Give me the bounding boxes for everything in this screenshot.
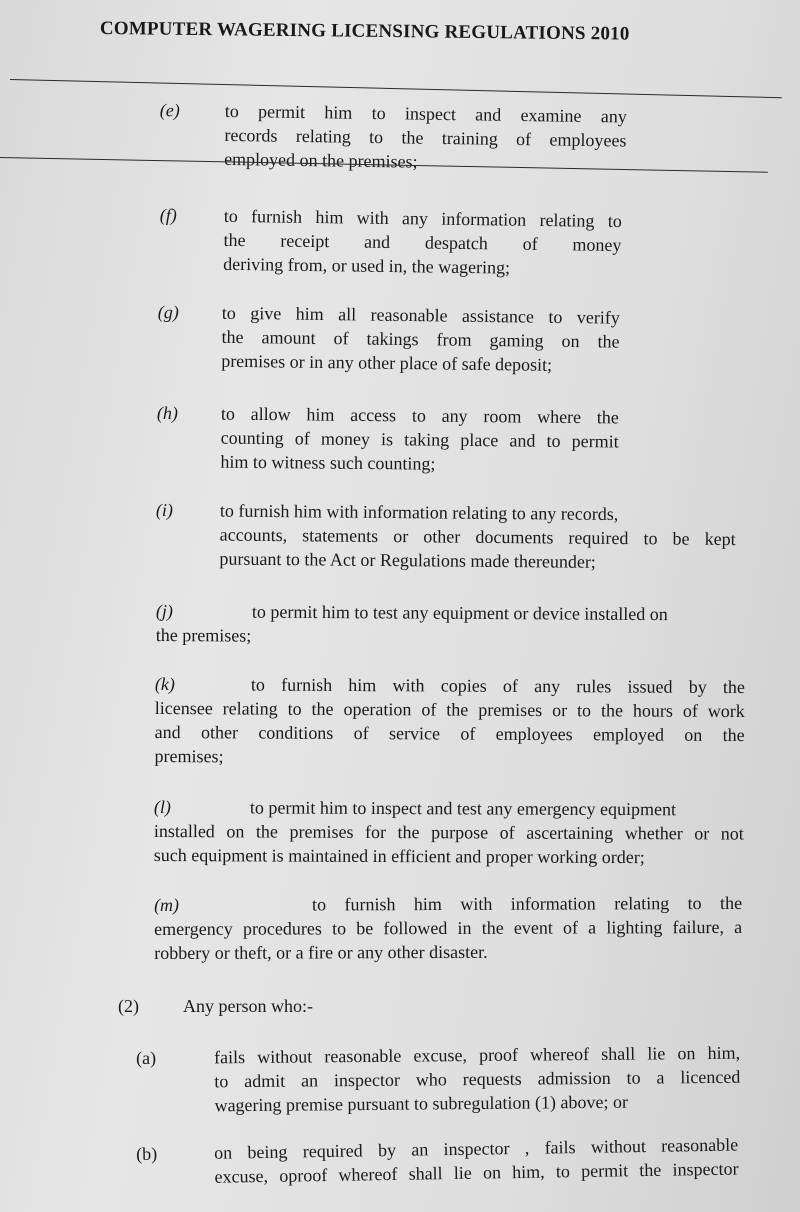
clause-line: licensee relating to the operation of the premises or to the hours of work xyxy=(154,697,745,722)
sub-item-b xyxy=(136,1132,756,1187)
clause-l xyxy=(153,795,754,868)
clause-line: him to witness such counting; xyxy=(220,451,436,474)
clause-line: to furnish him with any information relating to xyxy=(223,205,622,232)
clause-marker: (l) xyxy=(153,797,171,818)
clause-line: and other conditions of service of employees employed on the xyxy=(154,721,745,746)
clause-line: to furnish him with copies of any rules issued by the xyxy=(250,674,745,698)
clause-line: premises; xyxy=(154,745,224,767)
clause-marker: (j) xyxy=(155,600,173,622)
clause-line: premises or in any other place of safe deposit; xyxy=(221,350,553,375)
clause-m xyxy=(154,891,754,963)
clause-line: emergency procedures to be followed in the event of a lighting failure, a xyxy=(154,916,743,939)
clause-line: employed on the premises; xyxy=(224,148,418,172)
clause-marker: (i) xyxy=(155,499,173,521)
clause-line: to give him all reasonable assistance to verify xyxy=(221,302,620,328)
clause-marker: (m) xyxy=(154,894,180,915)
sub-item-line: wagering premise pursuant to subregulation (1) above; or xyxy=(214,1091,628,1116)
clause-line: pursuant to the Act or Regulations made thereunder; xyxy=(219,548,596,572)
clause-e xyxy=(159,98,640,172)
clause-marker: (f) xyxy=(159,204,177,226)
clause-line: deriving from, or used in, the wagering; xyxy=(223,253,511,278)
clause-line: the amount of takings from gaming on the xyxy=(221,326,620,352)
sub-item-a xyxy=(136,1041,756,1116)
clause-g xyxy=(157,300,638,375)
clause-line: to permit him to inspect and test any emergency equipment xyxy=(249,797,677,820)
clause-line: to permit him to inspect and examine any xyxy=(224,100,627,127)
clause-line: the premises; xyxy=(155,624,252,646)
clause-marker: (k) xyxy=(154,674,175,695)
clause-line: counting of money is taking place and to permit xyxy=(220,427,619,452)
clause-line: to allow him access to any room where the xyxy=(220,403,619,428)
clause-line: accounts, statements or other documents required to be kept xyxy=(219,524,736,550)
clause-marker: (e) xyxy=(159,99,180,121)
sub-item-marker: (a) xyxy=(136,1047,157,1068)
clause-i xyxy=(155,498,746,572)
subregulation-text: Any person who:- xyxy=(183,996,313,1016)
sub-item-line: to admit an inspector who requests admission to a licenced xyxy=(214,1066,741,1092)
clause-j xyxy=(155,599,756,646)
clause-line: robbery or theft, or a fire or any other disaster. xyxy=(154,941,488,963)
page-header-title: COMPUTER WAGERING LICENSING REGULATIONS 2010 xyxy=(99,18,630,45)
clause-line: records relating to the training of employees xyxy=(224,124,627,151)
clause-line: such equipment is maintained in efficient and proper working order; xyxy=(153,844,645,868)
clause-h xyxy=(156,401,637,474)
header-rule xyxy=(10,79,782,98)
clause-f xyxy=(159,203,640,278)
clause-line: to permit him to test any equipment or device installed on xyxy=(251,601,668,625)
sub-item-marker: (b) xyxy=(136,1143,158,1164)
clause-k xyxy=(154,672,755,767)
sub-item-line: excuse, oproof whereof shall lie on him, to permit the inspector xyxy=(214,1158,739,1187)
clause-line: to furnish him with information relating to any records, xyxy=(219,500,619,525)
clause-line: installed on the premises for the purpose of ascertaining whether or not xyxy=(153,820,744,844)
clause-marker: (h) xyxy=(156,402,178,424)
clause-line: to furnish him with information relating to the xyxy=(312,892,743,915)
clause-marker: (g) xyxy=(157,301,179,323)
sub-item-line: on being required by an inspector , fails without reasonable xyxy=(214,1134,739,1163)
subregulation-marker: (2) xyxy=(118,996,139,1016)
sub-item-line: fails without reasonable excuse, proof whereof shall lie on him, xyxy=(214,1042,741,1068)
clause-line: the receipt and despatch of money xyxy=(223,229,622,256)
